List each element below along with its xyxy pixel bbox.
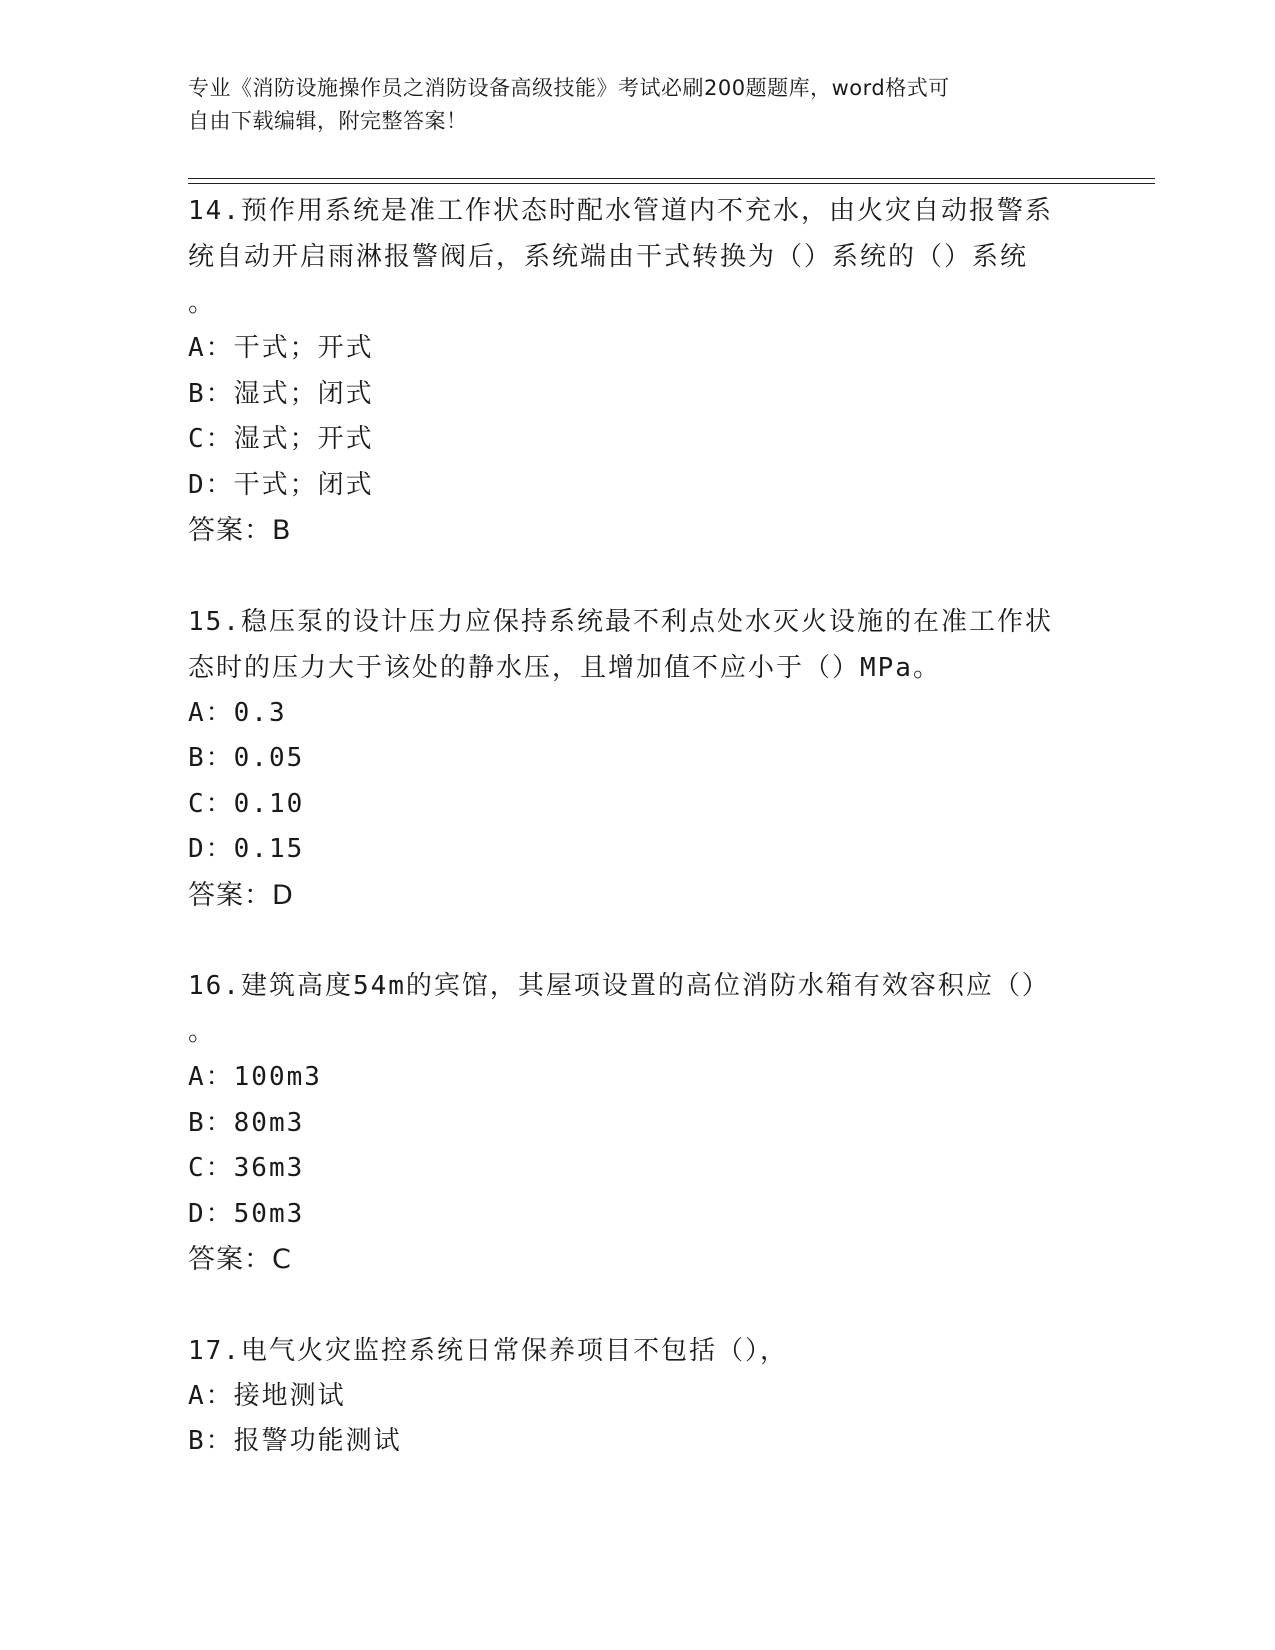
question-16 <box>188 963 1088 1283</box>
question-14 <box>188 188 1088 554</box>
question-list <box>188 188 1088 1465</box>
question-17 <box>188 1328 1088 1465</box>
option-b: B：0.05 <box>188 743 305 773</box>
header-line-1: 专业《消防设施操作员之消防设备高级技能》考试必刷200题题库，word格式可 <box>188 76 950 100</box>
option-a: A：接地测试 <box>188 1380 346 1411</box>
question-spacer <box>188 1283 1088 1328</box>
question-stem-line: 15.稳压泵的设计压力应保持系统最不利点处水灭火设施的在准工作状 <box>188 606 1053 637</box>
question-stem-line: 。 <box>188 288 217 318</box>
option-b: B：湿式；闭式 <box>188 378 374 409</box>
option-c: C：湿式；开式 <box>188 424 374 454</box>
question-stem-line: 态时的压力大于该处的静水压，且增加值不应小于（）MPa。 <box>188 652 941 683</box>
question-15 <box>188 599 1088 919</box>
option-c: C：0.10 <box>188 788 305 819</box>
question-stem-line: 17.电气火灾监控系统日常保养项目不包括（）， <box>188 1335 788 1366</box>
question-spacer <box>188 554 1088 599</box>
option-c: C：36m3 <box>188 1153 305 1183</box>
answer-text: 答案：B <box>188 515 292 546</box>
answer-text: 答案：C <box>188 1244 292 1275</box>
document-header <box>188 72 1068 138</box>
option-d: D：0.15 <box>188 834 305 864</box>
question-stem-line: 16.建筑高度54m的宾馆，其屋项设置的高位消防水箱有效容积应（） <box>188 971 1050 1001</box>
option-d: D：干式；闭式 <box>188 469 374 500</box>
question-stem-line: 统自动开启雨淋报警阀后，系统端由干式转换为（）系统的（）系统 <box>188 242 1029 272</box>
question-stem-line: 。 <box>188 1017 217 1047</box>
answer-text: 答案：D <box>188 879 294 911</box>
option-a: A：干式；开式 <box>188 333 374 363</box>
option-b: B：报警功能测试 <box>188 1426 402 1456</box>
header-divider-bottom <box>188 183 1155 184</box>
question-stem-line: 14.预作用系统是准工作状态时配水管道内不充水，由火灾自动报警系 <box>188 196 1053 226</box>
option-d: D：50m3 <box>188 1198 305 1229</box>
option-b: B：80m3 <box>188 1107 305 1138</box>
header-line-2: 自由下载编辑，附完整答案！ <box>188 109 468 133</box>
question-spacer <box>188 918 1088 963</box>
header-divider-top <box>188 178 1155 179</box>
option-a: A：0.3 <box>188 697 287 728</box>
option-a: A：100m3 <box>188 1062 322 1092</box>
